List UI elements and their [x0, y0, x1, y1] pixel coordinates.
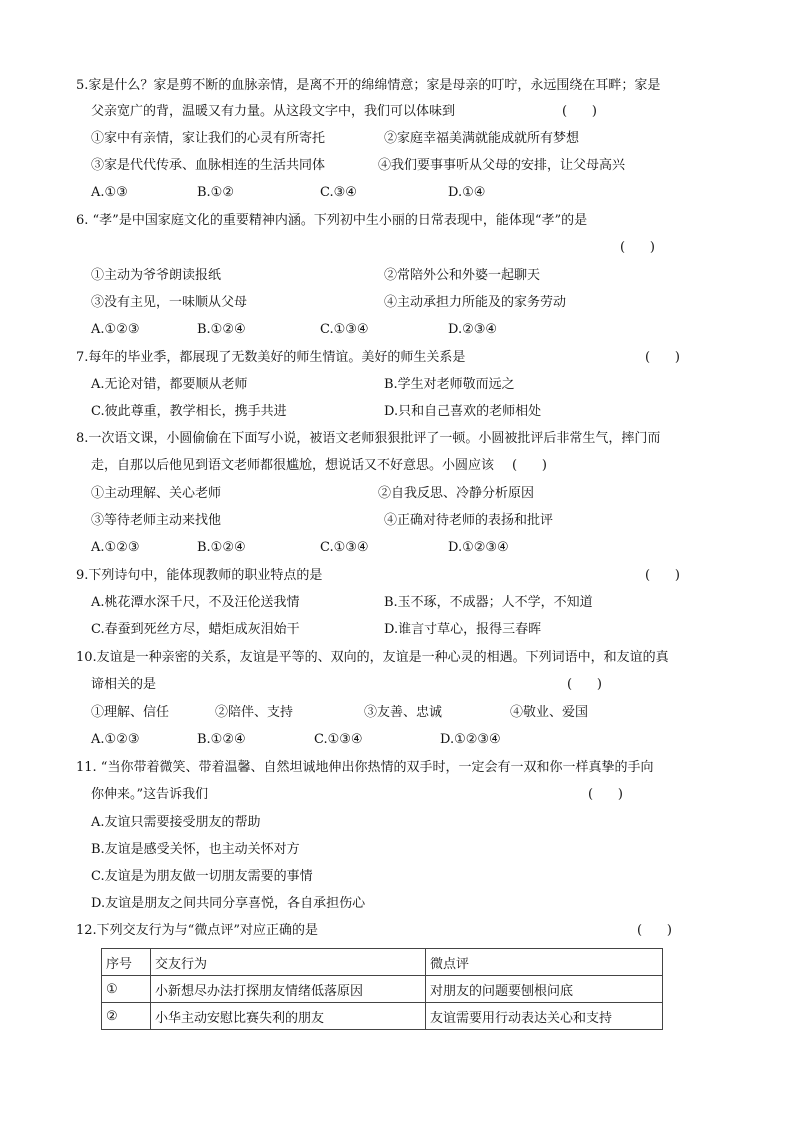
- q12-table: [101, 948, 663, 1030]
- q6-stem-line-1: 6. “孝”是中国家庭文化的重要精神内涵。下列初中生小丽的日常表现中，能体现“孝”的是: [76, 213, 588, 228]
- q10-option-2: ②陪伴、支持: [215, 705, 294, 720]
- q8-choice-b: B.①②④: [197, 540, 246, 555]
- q5-choice-b: B.①②: [197, 185, 234, 200]
- q8-option-1: ①主动理解、关心老师: [91, 486, 222, 501]
- q10-answer-bracket: ( ): [567, 677, 602, 692]
- table-cell: 小华主动安慰比赛失利的朋友: [151, 1003, 426, 1030]
- q9-choice-d: D.谁言寸草心，报得三春晖: [384, 622, 542, 637]
- q5-option-3: ③家是代代传承、血脉相连的生活共同体: [91, 158, 326, 173]
- q5-choice-c: C.③④: [320, 185, 357, 200]
- q11-choice-a: A.友谊只需要接受朋友的帮助: [91, 815, 261, 830]
- q6-option-4: ④主动承担力所能及的家务劳动: [384, 295, 567, 310]
- q7-choice-b: B.学生对老师敬而远之: [384, 377, 515, 392]
- table-header-cell: 微点评: [426, 949, 663, 976]
- table-row: [102, 976, 663, 1003]
- table-cell: 友谊需要用行动表达关心和支持: [426, 1003, 663, 1030]
- q6-answer-bracket: ( ): [620, 240, 655, 255]
- q9-choice-c: C.春蚕到死丝方尽，蜡炬成灰泪始干: [91, 622, 300, 637]
- table-header-cell: 交友行为: [151, 949, 426, 976]
- q10-choice-c: C.①③④: [314, 732, 363, 747]
- table-cell: 对朋友的问题要刨根问底: [426, 976, 663, 1003]
- q8-option-4: ④正确对待老师的表扬和批评: [384, 513, 554, 528]
- q7-answer-bracket: ( ): [645, 350, 680, 365]
- table-cell: ②: [102, 1003, 151, 1030]
- q8-answer-bracket: ( ): [512, 458, 547, 473]
- q5-option-2: ②家庭幸福美满就能成就所有梦想: [384, 131, 580, 146]
- q11-stem-line-2: 你伸来。”这告诉我们: [91, 787, 209, 802]
- q12-answer-bracket: ( ): [637, 923, 672, 938]
- q8-option-3: ③等待老师主动来找他: [91, 513, 222, 528]
- q6-choice-d: D.②③④: [448, 322, 498, 337]
- q11-stem-line-1: 11. “当你带着微笑、带着温馨、自然坦诚地伸出你热情的双手时，一定会有一双和你一样真挚的手向: [76, 760, 654, 775]
- table-header-cell: 序号: [102, 949, 151, 976]
- q11-choice-c: C.友谊是为朋友做一切朋友需要的事情: [91, 869, 313, 884]
- q10-option-1: ①理解、信任: [91, 705, 170, 720]
- q7-choice-d: D.只和自己喜欢的老师相处: [384, 404, 542, 419]
- q5-stem-line-2: 父亲宽广的背，温暖又有力量。从这段文字中，我们可以体味到: [91, 104, 456, 119]
- q7-choice-c: C.彼此尊重，教学相长，携手共进: [91, 404, 287, 419]
- q10-choice-b: B.①②④: [197, 732, 246, 747]
- q6-choice-a: A.①②③: [91, 322, 140, 337]
- table-cell: ①: [102, 976, 151, 1003]
- q10-stem-line-1: 10.友谊是一种亲密的关系，友谊是平等的、双向的，友谊是一种心灵的相遇。下列词语中，和友谊的真: [76, 650, 669, 665]
- q5-choice-d: D.①④: [448, 185, 486, 200]
- q11-choice-d: D.友谊是朋友之间共同分享喜悦，各自承担伤心: [91, 896, 366, 911]
- q11-choice-b: B.友谊是感受关怀，也主动关怀对方: [91, 842, 300, 857]
- q9-choice-b: B.玉不琢，不成器；人不学，不知道: [384, 595, 593, 610]
- table-row: [102, 1003, 663, 1030]
- q9-choice-a: A.桃花潭水深千尺，不及汪伦送我情: [91, 595, 300, 610]
- q6-option-1: ①主动为爷爷朗读报纸: [91, 268, 222, 283]
- q7-stem-line-1: 7.每年的毕业季，都展现了无数美好的师生情谊。美好的师生关系是: [76, 350, 466, 365]
- q9-answer-bracket: ( ): [645, 568, 680, 583]
- q5-option-4: ④我们要事事听从父母的安排，让父母高兴: [378, 158, 626, 173]
- table-header-row: [102, 949, 663, 976]
- q8-choice-a: A.①②③: [91, 540, 140, 555]
- q10-option-3: ③友善、忠诚: [364, 705, 443, 720]
- q8-stem-line-2: 走，自那以后他见到语文老师都很尴尬，想说话又不好意思。小圆应该: [91, 458, 495, 473]
- q6-option-3: ③没有主见，一味顺从父母: [91, 295, 248, 310]
- q5-choice-a: A.①③: [91, 185, 128, 200]
- q10-choice-a: A.①②③: [91, 732, 140, 747]
- q10-choice-d: D.①②③④: [440, 732, 501, 747]
- q8-option-2: ②自我反思、冷静分析原因: [378, 486, 535, 501]
- q8-stem-line-1: 8.一次语文课，小圆偷偷在下面写小说，被语文老师狠狠批评了一顿。小圆被批评后非常生气，摔门而: [76, 431, 661, 446]
- q9-stem-line-1: 9.下列诗句中，能体现教师的职业特点的是: [76, 568, 323, 583]
- q5-option-1: ①家中有亲情，家让我们的心灵有所寄托: [91, 131, 326, 146]
- q8-choice-c: C.①③④: [320, 540, 369, 555]
- q5-stem-line-1: 5.家是什么？家是剪不断的血脉亲情，是离不开的绵绵情意；家是母亲的叮咛，永远围绕在耳畔；家是: [76, 78, 661, 93]
- q11-answer-bracket: ( ): [588, 787, 623, 802]
- q7-choice-a: A.无论对错，都要顺从老师: [91, 377, 248, 392]
- q6-choice-c: C.①③④: [320, 322, 369, 337]
- q12-stem-line-1: 12.下列交友行为与“微点评”对应正确的是: [76, 923, 318, 938]
- q6-choice-b: B.①②④: [197, 322, 246, 337]
- q8-choice-d: D.①②③④: [448, 540, 509, 555]
- q6-option-2: ②常陪外公和外婆一起聊天: [384, 268, 541, 283]
- q5-answer-bracket: ( ): [562, 104, 597, 119]
- q10-stem-line-2: 谛相关的是: [91, 677, 157, 692]
- q10-option-4: ④敬业、爱国: [510, 705, 589, 720]
- table-cell: 小新想尽办法打探朋友情绪低落原因: [151, 976, 426, 1003]
